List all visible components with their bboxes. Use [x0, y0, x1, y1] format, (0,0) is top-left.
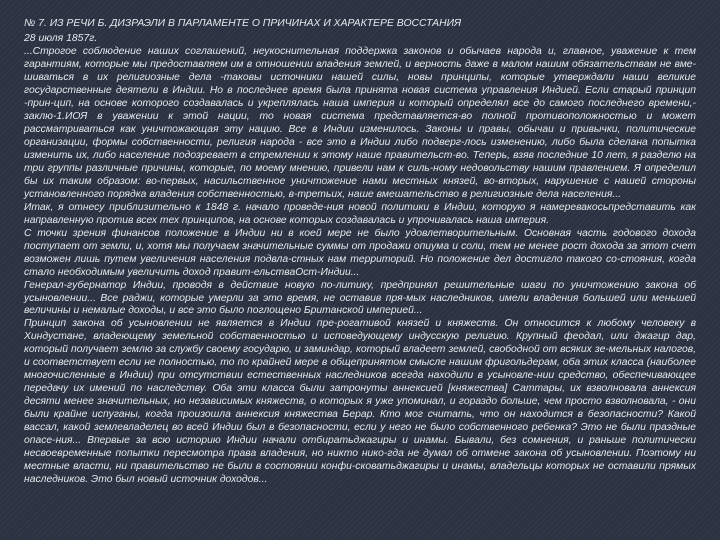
document-title: № 7. ИЗ РЕЧИ Б. ДИЗРАЭЛИ В ПАРЛАМЕНТЕ О ПРИЧИНАХ И ХАРАКТЕРЕ ВОССТАНИЯ: [24, 18, 462, 29]
paragraph-2: Итак, я отнесу приблизительно к 1848 г. начало проведе-ния новой политики в Индии, которую я намеревакосьпредставить как направленную против всех тех принципов, на основе которых создавалась и упрочивалась наша империя.: [24, 201, 696, 226]
document-date: 28 июля 1857г.: [24, 33, 98, 45]
paragraph-3: С точки зрения финансов положение в Индии ни в коей мере не было удовлетворительным. Основная часть годового дохода поступает от земли, и, хотя мы получаем значительные суммы от продажи опиума и соли, тем не менее рост дохода за этот счет возможен лишь путем увеличения населения подвла-стных нам территорий. Но положение дел достигло такого со-стояния, когда стало необходимым увеличить доход правит-ельстваОст-Индии...: [24, 227, 696, 278]
paragraph-5: Принцип закона об усыновлении не является в Индии пре-рогативой князей и княжеств. Он относится к любому человеку в Хиндустане, владеющему земельной собственностью и исповедующему индусскую религию. Крупный феодал, или джагир дар, который получает землю за службу своему государю, и заминдар, который владеет землей, свободной от всяких зе-мельных налогов, и соответствует если не полностью, то по крайней мере в общепринятом смысле нашим фригольдерам, оба этих класса (наиболее многочисленные в Индии) при отсутствии естественных наследников всегда находили в усыновле-нии средство, обеспечивающее передачу их имений по наследству. Оба эти класса были затронуты аннексией [княжества] Саттары, их взволновала аннексия десяти менее значительных, но независимых княжеств, о которых я уже упоминал, и гораздо больше, чем просто взволновала, - они были крайне испуганы, когда произошла аннексия княжества Берар. Кто мог считать, что он находится в безопасности? Какой вассал, какой землевладелец во всей Индии был в безопасности, если у него не было собственного ребенка? Это не были праздные опасе-ния... Впервые за всю историю Индии начали отбиратьджагиры и инамы. Бывали, без сомнения, и раньше политически несвоевременные попытки пересмотра права владения, но никто нико-гда не думал об отмене закона об усыновлении. Поэтому ни местные власти, ни правительство не были в состоянии конфи-сковатьджагиры и инамы, владельцы которых не оставили прямых наследников. Это был новый источник доходов...: [24, 318, 696, 485]
paragraph-1: ...Строгое соблюдение наших соглашений, неукоснительная поддержка законов и обычаев народа и, главное, уважение к тем гарантиям, которые мы предоставляем им в отношении владения землей, и верность даже в малом нашим обязательствам не вме-шиваться в их религиозные дела -таковы источники нашей силы, новы принципы, которые утверждали наши великие государственные деятели в Индии. Но в последнее время была принята новая система управления Индией. Если старый принцип -прин-цип, на основе которого создавалась и укреплялась наша империя и который определял все до самого последнего времени,-заклю-1.ИОЯ в уважении к этой нации, то новая система представляется-во полной противоположностью и может рассматриваться как уничтожающая эту нацию. Все в Индии изменилось. Законы и правы, обычаи и привычки, политические организации, формы собственности, религия народа - все это в Индии либо подверг-лось изменению, либо была сделана попытка изменить их, либо население подозревает в стремлении к этому наше правительст-во. Теперь, взяв последние 10 лет, я разделю на три группы различные причины, которые, по моему мнению, привели нам к силь-ному недовольству нашим правлением. Я определил бы их таким образом: во-первых, насильственное уничтожение нами местных князей, во-вторых, нарушение с нашей стороны установленного порядка владения собственностью, в-третьих, наше вмешательство в религиозные дела населения...: [24, 46, 696, 200]
paragraph-4: Генерал-губернатор Индии, проводя в действие новую по-литику, предпринял решительные шаги по уничтожению закона об усыновлении... Все раджи, которые умерли за это время, не оставив пря-мых наследников, имели владения большей или меньшей величины и немалые доходы, и все это было поглощено Британской империей...: [24, 279, 696, 317]
